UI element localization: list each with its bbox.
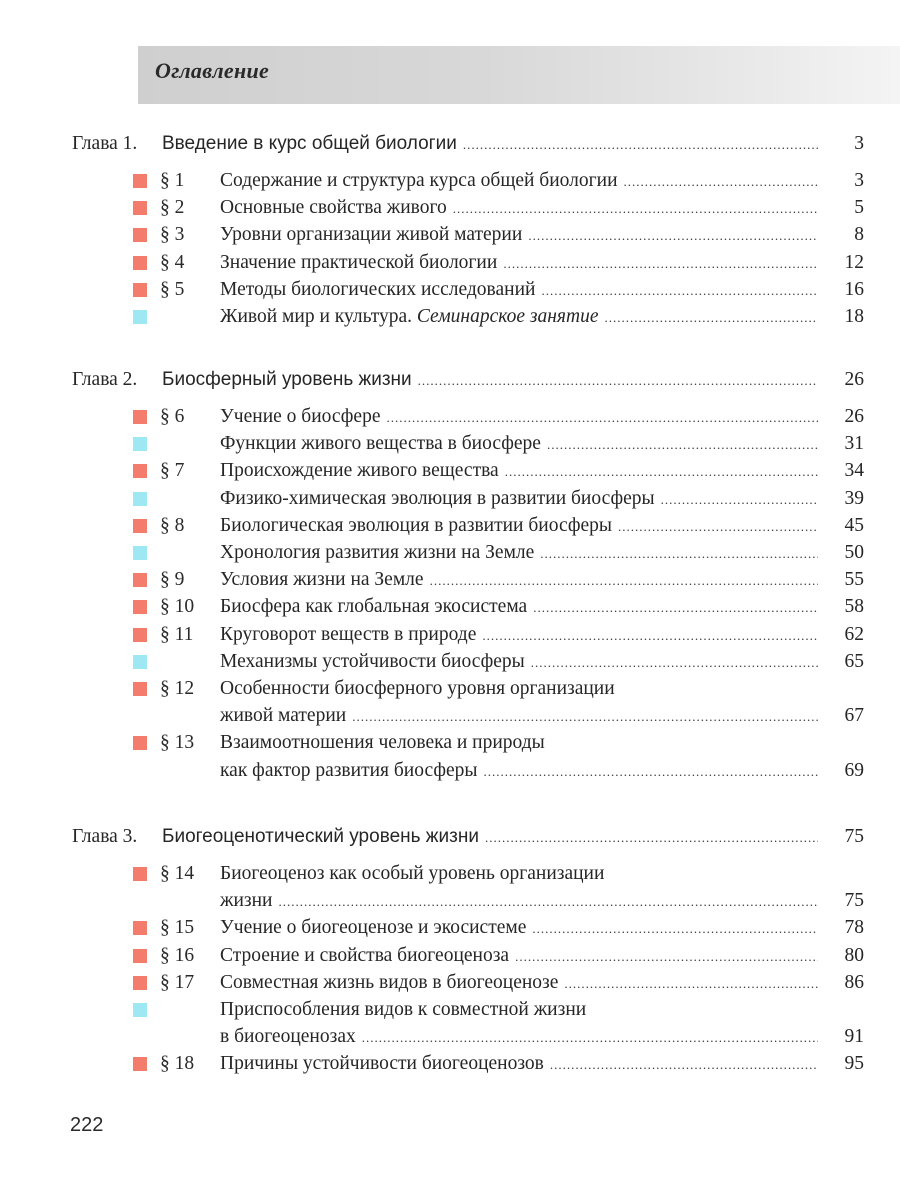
entry-title: Условия жизни на Земле (220, 567, 424, 593)
entry-title: Учение о биосфере (220, 404, 380, 430)
entry-title-row (220, 943, 818, 970)
chapter-page: 26 (844, 369, 864, 390)
entry-title: Физико-химическая эволюция в развитии биосферы (220, 486, 655, 512)
paragraph-marker (133, 410, 147, 424)
dot-leader (661, 487, 818, 513)
entry-title-continuation: как фактор развития биосферы (220, 758, 478, 784)
entry-title-row (220, 594, 818, 621)
entry-title: Биологическая эволюция в развитии биосферы (220, 513, 612, 539)
entry-title: Биогеоценоз как особый уровень организации (220, 861, 604, 887)
toc-entry[interactable] (0, 513, 900, 539)
paragraph-marker (133, 736, 147, 750)
dot-leader (386, 405, 818, 431)
dot-leader (482, 623, 818, 649)
paragraph-number: § 18 (160, 1053, 195, 1075)
entry-page: 45 (844, 514, 864, 536)
entry-title-row (220, 567, 818, 594)
entry-title-continuation: живой материи (220, 703, 346, 729)
entry-title-row (220, 222, 818, 249)
toc-entry[interactable] (0, 195, 900, 221)
chapter-title-row (162, 131, 818, 158)
entry-page: 86 (844, 971, 864, 993)
paragraph-number: § 6 (160, 406, 185, 427)
paragraph-marker (133, 228, 147, 242)
dot-leader (604, 305, 818, 331)
entry-page: 55 (844, 569, 864, 591)
paragraph-marker (133, 628, 147, 642)
toc-entry[interactable] (0, 649, 900, 675)
entry-title-row (220, 888, 818, 915)
entry-page: 39 (844, 487, 864, 509)
entry-title-row (220, 1024, 818, 1051)
dot-leader (547, 432, 818, 458)
entry-title-row (220, 168, 818, 195)
chapter-title: Биогеоценотический уровень жизни (162, 824, 479, 850)
toc-entry[interactable] (0, 277, 900, 303)
toc-entry[interactable] (0, 730, 900, 756)
entry-page: 75 (844, 890, 864, 912)
entry-title: Значение практической биологии (220, 250, 497, 276)
toc-entry-continuation[interactable] (0, 1024, 900, 1050)
entry-title: Учение о биогеоценозе и экосистеме (220, 915, 526, 941)
entry-title: Причины устойчивости биогеоценозов (220, 1051, 544, 1077)
dot-leader (463, 132, 818, 158)
toc-entry[interactable] (0, 168, 900, 194)
entry-page: 80 (844, 944, 864, 966)
toc-entry[interactable] (0, 250, 900, 276)
entry-title-row (220, 622, 818, 649)
toc-entry[interactable] (0, 915, 900, 941)
entry-title: Взаимоотношения человека и природы (220, 730, 545, 756)
paragraph-marker (133, 464, 147, 478)
toc-entry[interactable] (0, 222, 900, 248)
entry-title-row (220, 861, 818, 887)
entry-title: Уровни организации живой материи (220, 222, 522, 248)
chapter-title: Биосферный уровень жизни (162, 367, 412, 393)
dot-leader (624, 169, 818, 195)
chapter-page: 3 (854, 133, 864, 154)
paragraph-marker (133, 867, 147, 881)
entry-title-row (220, 540, 818, 567)
entry-title: Совместная жизнь видов в биогеоценозе (220, 970, 558, 996)
toc-entry[interactable] (0, 540, 900, 566)
entry-page: 95 (844, 1053, 864, 1075)
paragraph-marker (133, 283, 147, 297)
supplement-marker (133, 492, 147, 506)
chapter-line (0, 131, 900, 157)
dot-leader (418, 368, 818, 394)
entry-page: 31 (844, 433, 864, 455)
paragraph-number: § 3 (160, 224, 185, 246)
toc-entry[interactable] (0, 458, 900, 484)
paragraph-marker (133, 949, 147, 963)
entry-title-row (220, 915, 818, 942)
dot-leader (618, 514, 818, 540)
entry-title-continuation: жизни (220, 888, 272, 914)
dot-leader (485, 825, 818, 851)
toc-entry[interactable] (0, 943, 900, 969)
toc-entry[interactable] (0, 304, 900, 330)
entry-title-row (220, 513, 818, 540)
paragraph-marker (133, 201, 147, 215)
paragraph-number: § 11 (160, 623, 194, 645)
entry-title: Хронология развития жизни на Земле (220, 540, 534, 566)
paragraph-number: § 5 (160, 278, 185, 300)
chapter-title-row (162, 367, 818, 394)
toc-entry[interactable] (0, 622, 900, 648)
dot-leader (531, 650, 818, 676)
paragraph-number: § 14 (160, 863, 195, 884)
toc-entry[interactable] (0, 676, 900, 702)
paragraph-marker (133, 174, 147, 188)
toc-entry[interactable] (0, 486, 900, 512)
paragraph-marker (133, 573, 147, 587)
entry-title: Живой мир и культура. Семинарское занятие (220, 304, 598, 330)
dot-leader (362, 1025, 818, 1051)
entry-title-row (220, 431, 818, 458)
paragraph-number: § 15 (160, 917, 195, 939)
entry-page: 69 (844, 759, 864, 781)
entry-title-row (220, 703, 818, 730)
entry-title-row (220, 970, 818, 997)
entry-page: 26 (844, 406, 864, 427)
entry-page: 34 (844, 460, 864, 482)
dot-leader (541, 278, 818, 304)
toc-entry-continuation[interactable] (0, 888, 900, 914)
entry-page: 58 (844, 596, 864, 618)
chapter-page: 75 (844, 826, 864, 847)
paragraph-marker (133, 976, 147, 990)
entry-title-italic: Семинарское занятие (416, 306, 599, 327)
entry-title-row (220, 404, 818, 431)
entry-page: 18 (844, 306, 864, 327)
entry-title: Основные свойства живого (220, 195, 447, 221)
entry-title-row (220, 458, 818, 485)
page-number: 222 (70, 1114, 104, 1136)
toc-entry[interactable] (0, 861, 900, 887)
entry-title-row (220, 486, 818, 513)
paragraph-number: § 12 (160, 678, 195, 699)
toc-entry[interactable] (0, 431, 900, 457)
dot-leader (528, 223, 818, 249)
entry-title: Круговорот веществ в природе (220, 622, 476, 648)
entry-title: Биосфера как глобальная экосистема (220, 594, 527, 620)
chapter-label: Глава 2. (72, 369, 138, 390)
toc-entry-continuation[interactable] (0, 758, 900, 784)
dot-leader (505, 459, 818, 485)
dot-leader (540, 541, 818, 567)
dot-leader (564, 971, 818, 997)
toc-entry[interactable] (0, 997, 900, 1023)
chapter-label: Глава 1. (72, 133, 138, 154)
entry-page: 16 (844, 278, 864, 300)
paragraph-number: § 10 (160, 596, 195, 618)
entry-title: Функции живого вещества в биосфере (220, 431, 541, 457)
supplement-marker (133, 1003, 147, 1017)
entry-title-row (220, 250, 818, 277)
toc-entry[interactable] (0, 567, 900, 593)
entry-title-row (220, 1051, 818, 1078)
entry-page: 91 (844, 1026, 864, 1048)
entry-title-row (220, 676, 818, 702)
paragraph-number: § 16 (160, 944, 195, 966)
toc-title: Оглавление (155, 58, 270, 83)
entry-title-row (220, 304, 818, 331)
dot-leader (503, 251, 818, 277)
entry-page: 67 (844, 705, 864, 727)
entry-page: 50 (844, 542, 864, 563)
dot-leader (352, 704, 818, 730)
dot-leader (550, 1052, 818, 1078)
entry-title: Содержание и структура курса общей биологии (220, 168, 618, 194)
entry-page: 12 (844, 251, 864, 273)
dot-leader (278, 889, 818, 915)
chapter-title-row (162, 824, 818, 851)
toc-entry[interactable] (0, 1051, 900, 1077)
supplement-marker (133, 310, 147, 324)
paragraph-marker (133, 1057, 147, 1071)
dot-leader (484, 759, 818, 785)
dot-leader (533, 595, 818, 621)
entry-title: Строение и свойства биогеоценоза (220, 943, 509, 969)
entry-title: Методы биологических исследований (220, 277, 535, 303)
paragraph-number: § 1 (160, 170, 185, 191)
paragraph-marker (133, 256, 147, 270)
paragraph-marker (133, 921, 147, 935)
toc-entry[interactable] (0, 594, 900, 620)
paragraph-number: § 17 (160, 971, 195, 993)
entry-title: Происхождение живого вещества (220, 458, 499, 484)
dot-leader (430, 568, 818, 594)
entry-title-row (220, 997, 818, 1023)
chapter-label: Глава 3. (72, 826, 138, 847)
entry-title: Приспособления видов к совместной жизни (220, 997, 586, 1023)
chapter-title: Введение в курс общей биологии (162, 131, 457, 157)
supplement-marker (133, 546, 147, 560)
entry-page: 65 (844, 650, 864, 672)
paragraph-number: § 9 (160, 569, 185, 591)
dot-leader (532, 916, 818, 942)
dot-leader (515, 944, 818, 970)
entry-page: 5 (854, 197, 864, 219)
entry-page: 8 (854, 224, 864, 246)
chapter-line (0, 824, 900, 850)
entry-page: 78 (844, 917, 864, 939)
supplement-marker (133, 655, 147, 669)
paragraph-marker (133, 519, 147, 533)
entry-title-continuation: в биогеоценозах (220, 1024, 356, 1050)
dot-leader (453, 196, 818, 222)
toc-entry[interactable] (0, 970, 900, 996)
paragraph-number: § 13 (160, 732, 195, 754)
entry-title-row (220, 277, 818, 304)
entry-title: Особенности биосферного уровня организации (220, 676, 615, 702)
entry-title-row (220, 730, 818, 756)
paragraph-marker (133, 600, 147, 614)
supplement-marker (133, 437, 147, 451)
entry-title-row (220, 649, 818, 676)
entry-title-row (220, 758, 818, 785)
paragraph-number: § 8 (160, 514, 185, 536)
entry-title: Механизмы устойчивости биосферы (220, 649, 525, 675)
paragraph-number: § 4 (160, 251, 185, 273)
entry-title-row (220, 195, 818, 222)
entry-page: 62 (844, 623, 864, 645)
paragraph-marker (133, 682, 147, 696)
toc-entry[interactable] (0, 404, 900, 430)
chapter-line (0, 367, 900, 393)
entry-page: 3 (854, 170, 864, 191)
paragraph-number: § 2 (160, 197, 185, 219)
toc-entry-continuation[interactable] (0, 703, 900, 729)
paragraph-number: § 7 (160, 460, 185, 482)
